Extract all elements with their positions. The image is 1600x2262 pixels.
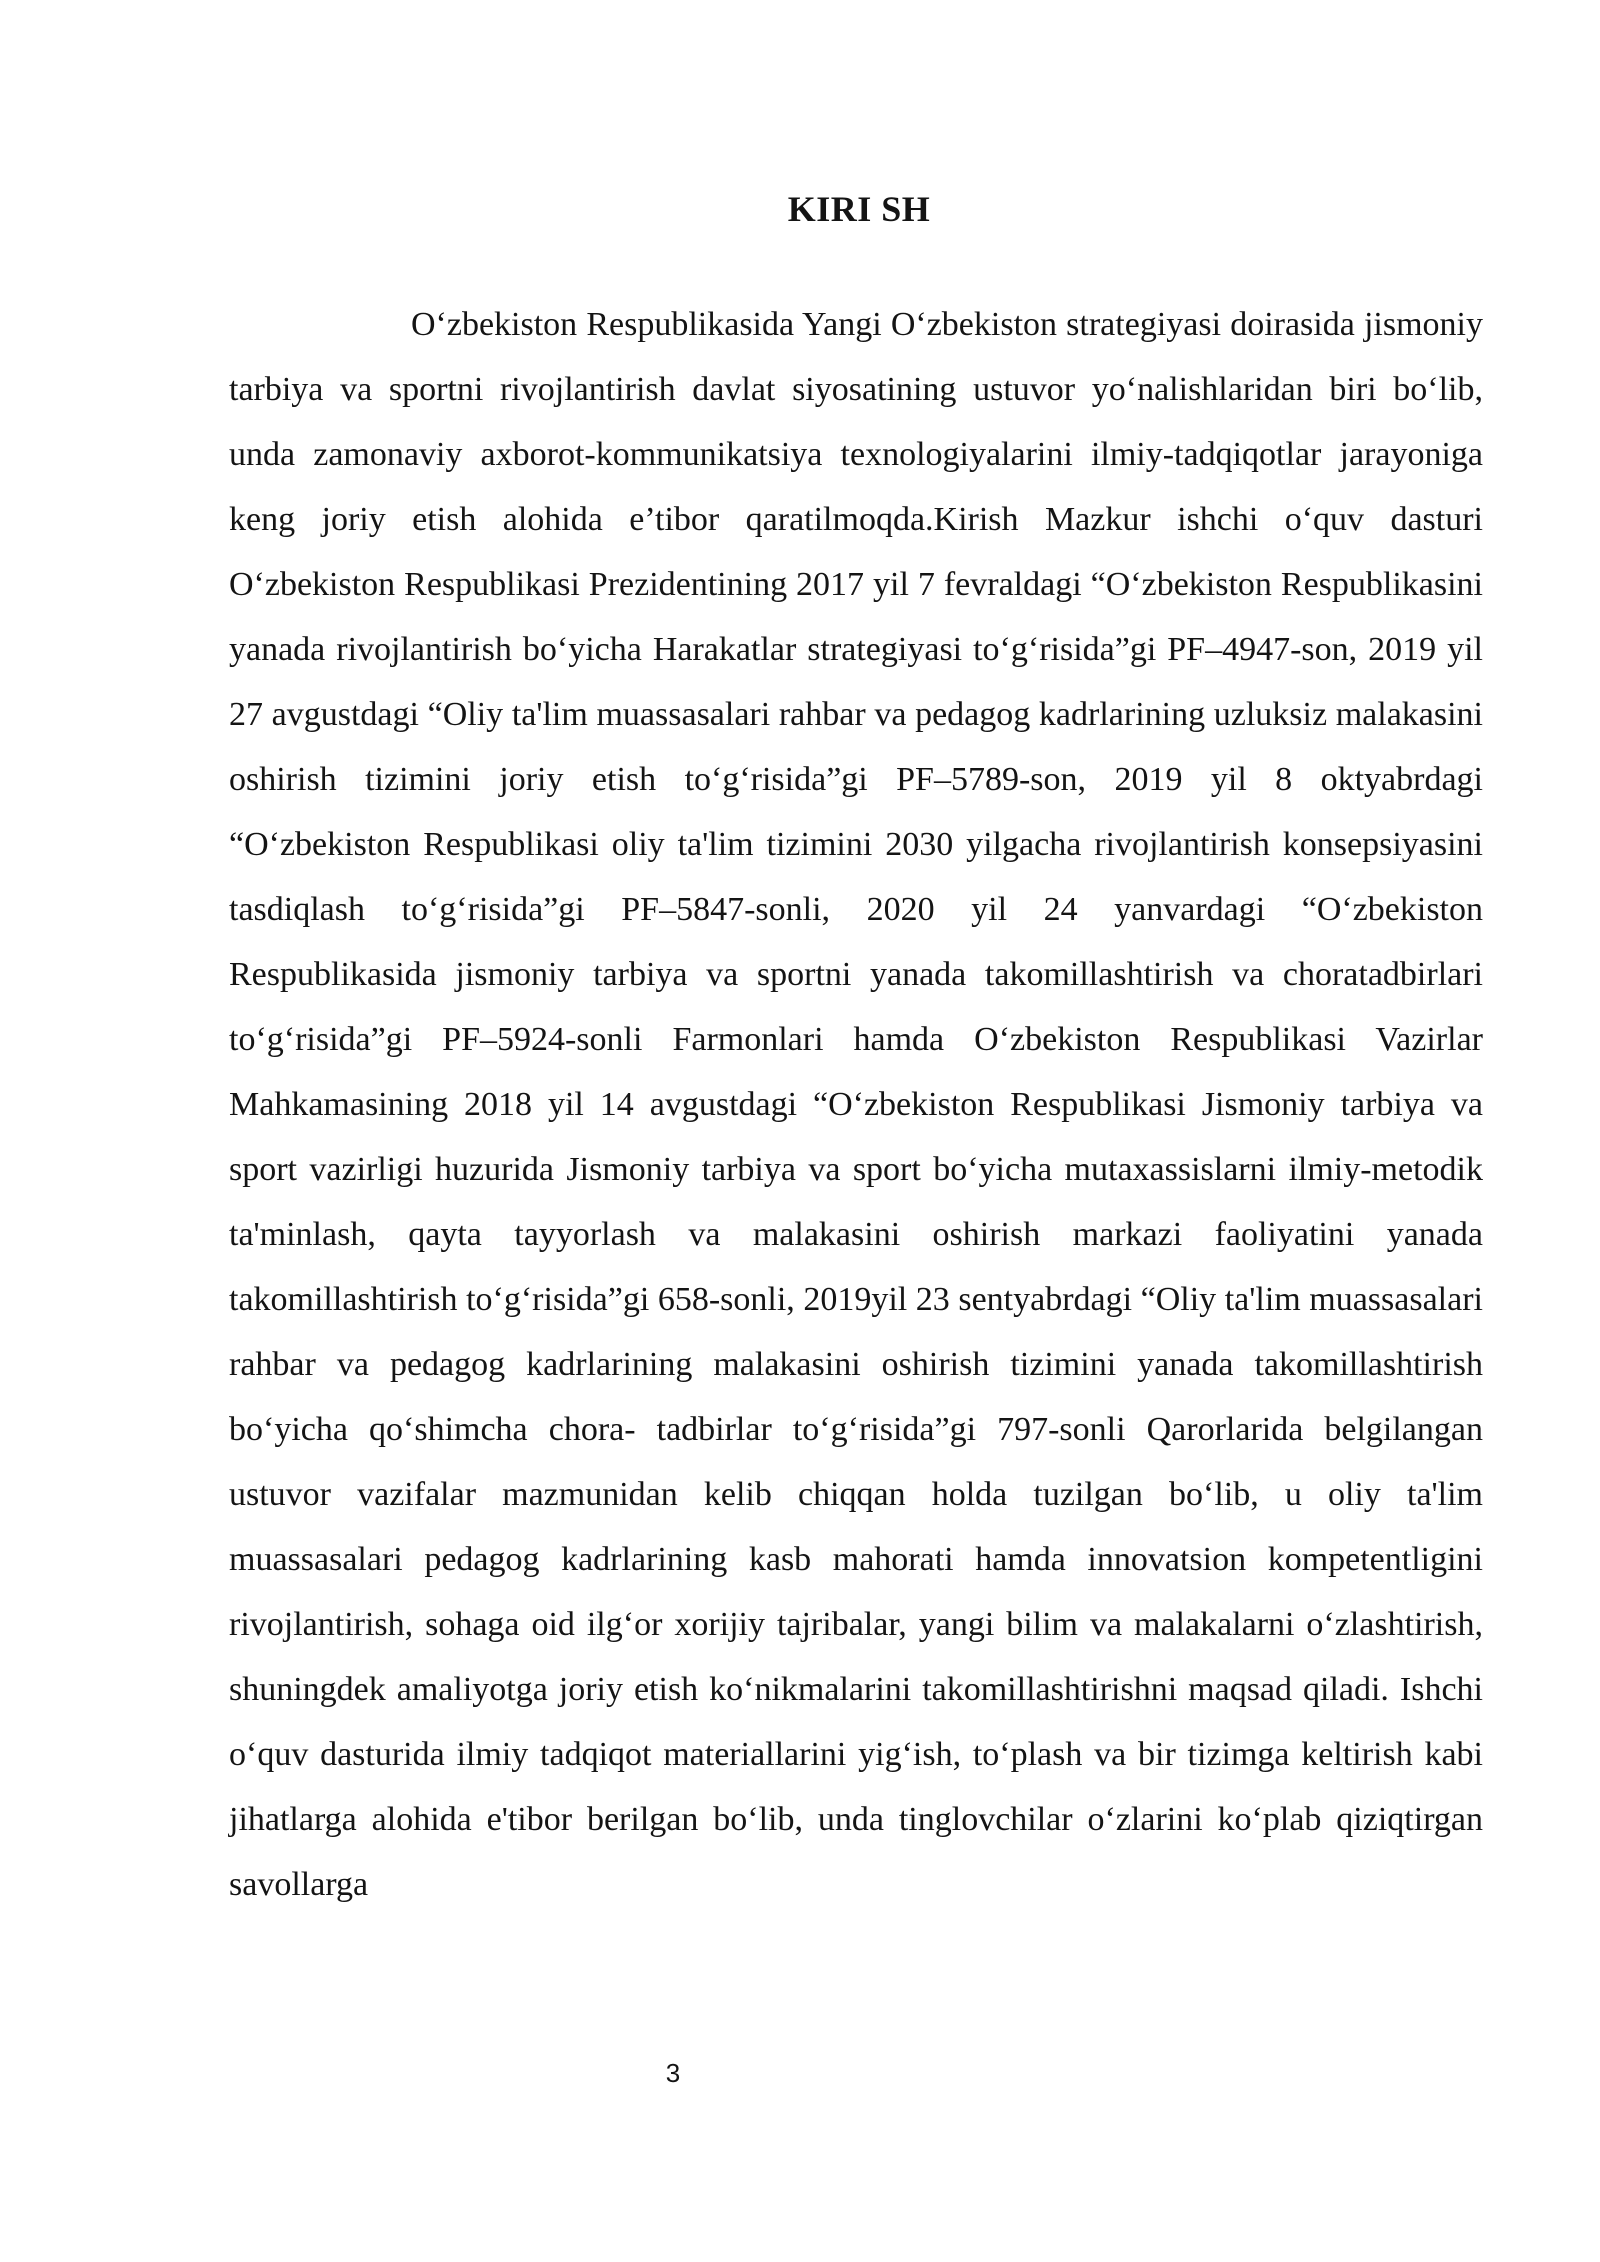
body-paragraph: O‘zbekiston Respublikasida Yangi O‘zbekiston strategiyasi doirasida jismoniy tarbiya va sportni rivojlantirish davlat siyosatining ustuvor yo‘nalishlaridan biri bo‘lib, unda zamonaviy axborot-kommunikatsiya texnologiyalarini ilmiy-tadqiqotlar jarayoniga keng joriy etish alohida e’tibor qaratilmoqda.Kirish Mazkur ishchi o‘quv dasturi O‘zbekiston Respublikasi Prezidentining 2017 yil 7 fevraldagi “O‘zbekiston Respublikasini yanada rivojlantirish bo‘yicha Harakatlar strategiyasi to‘g‘risida”gi PF–4947-son, 2019 yil 27 avgustdagi “Oliy ta'lim muassasalari rahbar va pedagog kadrlarining uzluksiz malakasini oshirish tizimini joriy etish to‘g‘risida”gi PF–5789-son, 2019 yil 8 oktyabrdagi “O‘zbekiston Respublikasi oliy ta'lim tizimini 2030 yilgacha rivojlantirish konsepsiyasini tasdiqlash to‘g‘risida”gi PF–5847-sonli, 2020 yil 24 yanvardagi “O‘zbekiston Respublikasida jismoniy tarbiya va sportni yanada takomillashtirish va choratadbirlari to‘g‘risida”gi PF–5924-sonli Farmonlari hamda O‘zbekiston Respublikasi Vazirlar Mahkamasining 2018 yil 14 avgustdagi “O‘zbekiston Respublikasi Jismoniy tarbiya va sport vazirligi huzurida Jismoniy tarbiya va sport bo‘yicha mutaxassislarni ilmiy-metodik ta'minlash, qayta tayyorlash va malakasini oshirish markazi faoliyatini yanada takomillashtirish to‘g‘risida”gi 658-sonli, 2019yil 23 sentyabrdagi “Oliy ta'lim muassasalari rahbar va pedagog kadrlarining malakasini oshirish tizimini yanada takomillashtirish bo‘yicha qo‘shimcha chora- tadbirlar to‘g‘risida”gi 797-sonli Qarorlarida belgilangan ustuvor vazifalar mazmunidan kelib chiqqan holda tuzilgan bo‘lib, u oliy ta'lim muassasalari pedagog kadrlarining kasb mahorati hamda innovatsion kompetentligini rivojlantirish, sohaga oid ilg‘or xorijiy tajribalar, yangi bilim va malakalarni o‘zlashtirish, shuningdek amaliyotga joriy etish ko‘nikmalarini takomillashtirishni maqsad qiladi. Ishchi o‘quv dasturida ilmiy tadqiqot materiallarini yig‘ish, to‘plash va bir tizimga keltirish kabi jihatlarga alohida e'tibor berilgan bo‘lib, unda tinglovchilar o‘zlarini ko‘plab qiziqtirgan savollarga [229,306,1483,1903]
page-title: KIRI SH [787,189,931,229]
page-number: 3 [665,2058,681,2088]
